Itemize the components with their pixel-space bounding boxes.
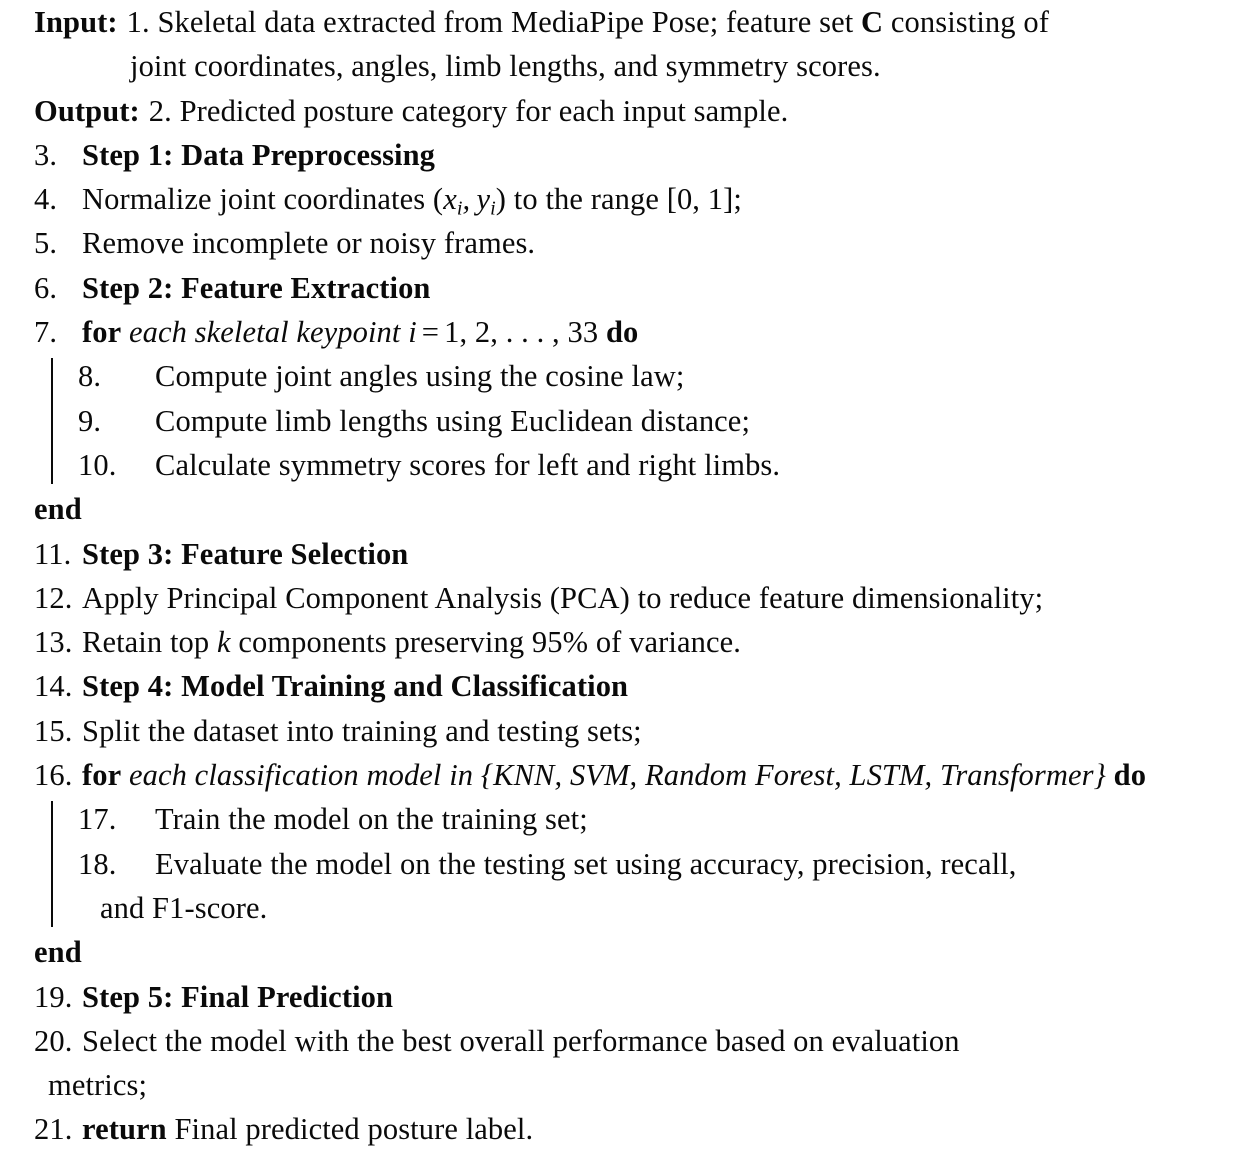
loop-body-block-2 <box>0 797 1257 930</box>
line-number-19: 19. <box>34 979 73 1014</box>
algorithm-step-line-3 <box>0 133 1257 177</box>
return-text: Final predicted posture label. <box>174 1112 534 1147</box>
math-x: x <box>443 182 457 217</box>
math-comma: , <box>462 182 471 217</box>
algorithm-for-line-7 <box>0 310 1257 354</box>
line-number-12: 12. <box>34 580 73 615</box>
for-keyword-16: for <box>82 758 122 793</box>
loop-body-text-18: Evaluate the model on the testing set using accuracy, precision, recall, <box>155 846 1017 881</box>
math-y-subscript: i <box>490 197 496 220</box>
loop-body-text-17: Train the model on the training set; <box>155 802 588 837</box>
algorithm-input-continuation <box>0 44 1257 88</box>
split-dataset-text: Split the dataset into training and testing sets; <box>82 713 642 748</box>
output-label: Output: <box>34 93 140 128</box>
loop-body-line-8 <box>0 354 1257 398</box>
coordinate-math-group <box>432 182 507 220</box>
paren-open: ( <box>432 182 444 217</box>
algorithm-return-line-21 <box>0 1107 1257 1151</box>
math-x-subscript: i <box>456 197 463 220</box>
algorithm-step-line-20-continuation <box>0 1063 1257 1107</box>
algorithm-input-line <box>0 0 1257 44</box>
line-number-21: 21. <box>34 1112 73 1147</box>
loop-body-block-1 <box>0 354 1257 487</box>
input-continuation-text: joint coordinates, angles, limb lengths, and symmetry scores. <box>130 49 881 84</box>
output-text: Predicted posture category for each input sample. <box>179 93 789 128</box>
pca-text: Apply Principal Component Analysis (PCA) to reduce feature dimensionality; <box>82 580 1044 615</box>
algorithm-step-line-4 <box>0 177 1257 221</box>
return-keyword: return <box>82 1112 167 1147</box>
normalize-text-mid: to the range <box>513 182 659 217</box>
loop-end-keyword-1: end <box>34 492 82 527</box>
loop-end-keyword-2: end <box>34 935 82 970</box>
line-number-8: 8. <box>78 359 102 394</box>
for-keyword-7: for <box>82 315 122 350</box>
for-loop-text-16: each classification model in {KNN, SVM, Random Forest, LSTM, Transformer} <box>128 758 1106 793</box>
input-label: Input: <box>34 5 118 39</box>
algorithm-step-line-13 <box>0 620 1257 664</box>
line-number-7: 7. <box>34 315 58 350</box>
math-y: y <box>476 182 491 217</box>
algorithm-step-line-14 <box>0 664 1257 708</box>
select-model-continuation-text: metrics; <box>48 1068 148 1103</box>
algorithm-step-line-11 <box>0 532 1257 576</box>
retain-text-before: Retain top <box>82 625 210 660</box>
loop-body-line-17 <box>0 797 1257 841</box>
feature-set-symbol: C <box>861 5 884 39</box>
algorithm-output-line <box>0 89 1257 133</box>
line-number-13: 13. <box>34 625 73 660</box>
input-text-part2: consisting of <box>890 5 1049 39</box>
select-model-text: Select the model with the best overall performance based on evaluation <box>82 1023 960 1058</box>
line-number-16: 16. <box>34 758 73 793</box>
algorithm-for-line-16 <box>0 753 1257 797</box>
line-number-15: 15. <box>34 713 73 748</box>
line-number-20: 20. <box>34 1023 73 1058</box>
line-number-14: 14. <box>34 669 73 704</box>
do-keyword-16: do <box>1113 758 1147 793</box>
for-loop-text-7: each skeletal keypoint <box>128 315 401 350</box>
line-number-17: 17. <box>78 802 117 837</box>
normalize-text-before: Normalize joint coordinates <box>82 182 426 217</box>
step-5-heading: Step 5: Final Prediction <box>82 979 394 1014</box>
algorithm-step-line-19 <box>0 975 1257 1019</box>
normalize-range: [0, 1]; <box>666 182 742 217</box>
loop-body-line-18-continuation <box>0 886 1257 930</box>
loop-body-line-18 <box>0 842 1257 886</box>
line-number-4: 4. <box>34 182 58 217</box>
step-1-heading: Step 1: Data Preprocessing <box>82 137 436 172</box>
line-number-18: 18. <box>78 846 117 881</box>
line-number-3: 3. <box>34 137 58 172</box>
loop-body-line-9 <box>0 399 1257 443</box>
algorithm-step-line-6 <box>0 266 1257 310</box>
line-number-5: 5. <box>34 226 58 261</box>
algorithm-step-line-5 <box>0 221 1257 265</box>
remove-frames-text: Remove incomplete or noisy frames. <box>82 226 536 261</box>
algorithm-step-line-12 <box>0 576 1257 620</box>
line-number-11: 11. <box>34 536 72 571</box>
for-loop-variable-7: i <box>408 315 417 350</box>
step-3-heading: Step 3: Feature Selection <box>82 536 409 571</box>
input-number: 1. <box>126 5 150 39</box>
output-number: 2. <box>148 93 172 128</box>
math-k-components: k <box>216 625 231 660</box>
for-loop-range-7: 1, 2, . . . , 33 <box>444 315 599 350</box>
loop-body-line-10 <box>0 443 1257 487</box>
step-4-heading: Step 4: Model Training and Classification <box>82 669 629 704</box>
algorithm-step-line-15 <box>0 709 1257 753</box>
line-number-10: 10. <box>78 447 117 482</box>
loop-body-text-8: Compute joint angles using the cosine law; <box>155 359 685 394</box>
step-2-heading: Step 2: Feature Extraction <box>82 270 431 305</box>
retain-text-after: components preserving 95% of variance. <box>238 625 741 660</box>
algorithm-step-line-20 <box>0 1019 1257 1063</box>
loop-body-text-10: Calculate symmetry scores for left and right limbs. <box>155 447 781 482</box>
do-keyword-7: do <box>605 315 639 350</box>
loop-body-continuation-text: and F1-score. <box>100 890 268 925</box>
paren-close: ) <box>495 182 507 217</box>
for-loop-equals-7: = <box>421 315 440 350</box>
loop-body-text-9: Compute limb lengths using Euclidean distance; <box>155 403 751 438</box>
input-text-part1: Skeletal data extracted from MediaPipe Pose; feature set <box>157 5 854 39</box>
line-number-6: 6. <box>34 270 58 305</box>
line-number-9: 9. <box>78 403 102 438</box>
